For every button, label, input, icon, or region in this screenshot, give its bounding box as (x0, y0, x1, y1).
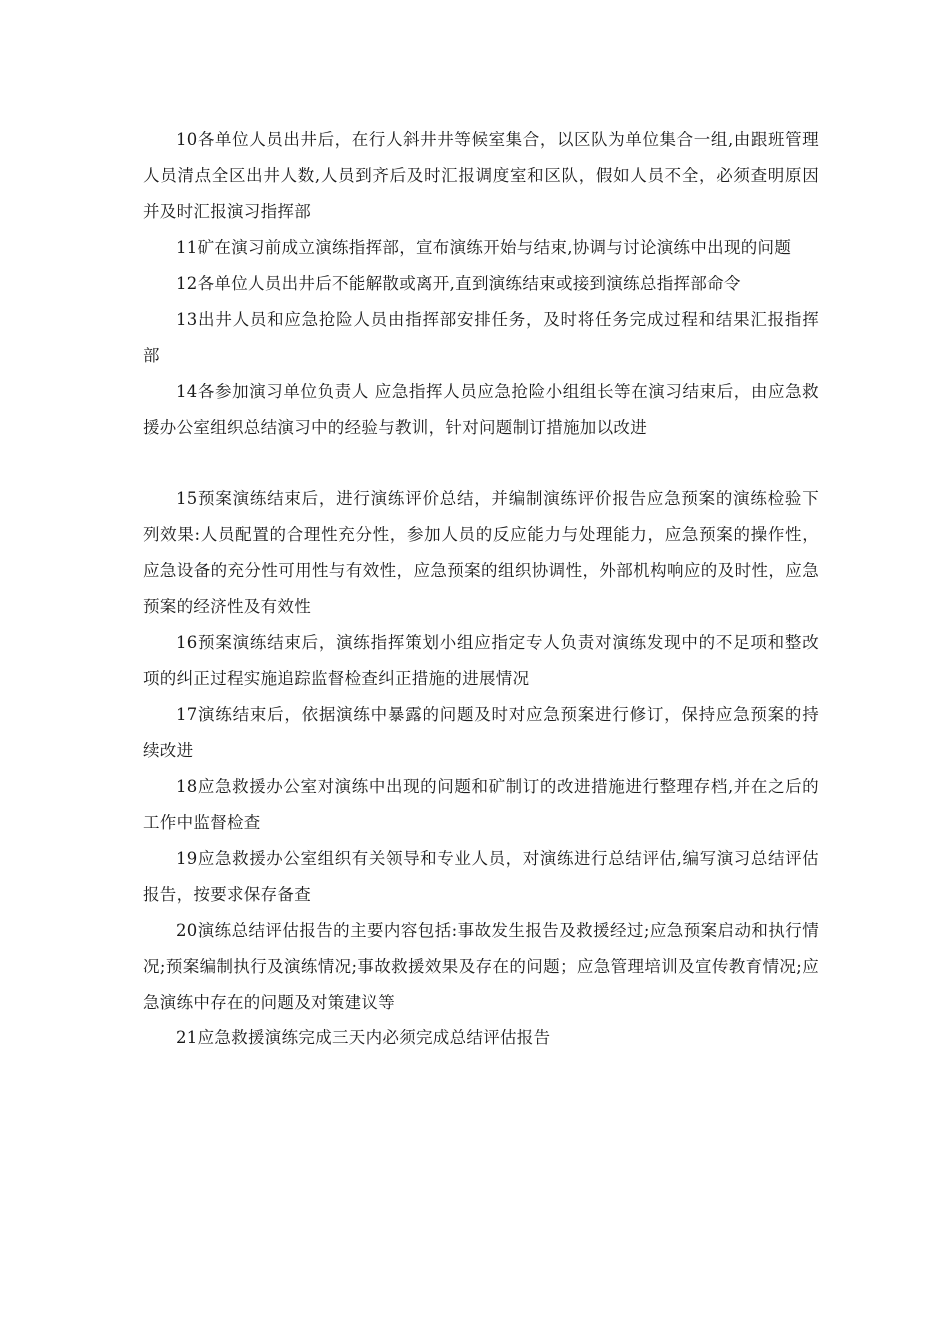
paragraph-12: 12各单位人员出井后不能解散或离开,直到演练结束或接到演练总指挥部命令 (176, 274, 741, 293)
paragraph-17: 17演练结束后，依据演练中暴露的问题及时对应急预案进行修订，保持应急预案的持续改进 (143, 705, 819, 760)
paragraph-15: 15预案演练结束后，进行演练评价总结，并编制演练评价报告应急预案的演练检验下列效果:人员配置的合理性充分性，参加人员的反应能力与处理能力，应急预案的操作性，应急设备的充分性可用性与有效性，应急预案的组织协调性，外部机构响应的及时性，应急预案的经济性及有效性 (143, 489, 819, 616)
paragraph-13: 13出井人员和应急抢险人员由指挥部安排任务，及时将任务完成过程和结果汇报指挥部 (143, 310, 819, 365)
paragraph-19: 19应急救援办公室组织有关领导和专业人员，对演练进行总结评估,编写演习总结评估报告，按要求保存备查 (143, 849, 819, 904)
paragraph-18: 18应急救援办公室对演练中出现的问题和矿制订的改进措施进行整理存档,并在之后的工作中监督检查 (143, 777, 819, 832)
paragraph-spacer (143, 446, 819, 481)
paragraph-10: 10各单位人员出井后，在行人斜井井等候室集合，以区队为单位集合一组,由跟班管理人员清点全区出井人数,人员到齐后及时汇报调度室和区队，假如人员不全，必须查明原因并及时汇报演习指挥部 (143, 130, 819, 221)
document-body (143, 122, 819, 1055)
paragraph-14: 14各参加演习单位负责人 应急指挥人员应急抢险小组组长等在演习结束后，由应急救援办公室组织总结演习中的经验与教训，针对问题制订措施加以改进 (143, 382, 819, 437)
paragraph-11: 11矿在演习前成立演练指挥部，宣布演练开始与结束,协调与讨论演练中出现的问题 (176, 238, 792, 257)
paragraph-20: 20演练总结评估报告的主要内容包括:事故发生报告及救援经过;应急预案启动和执行情况;预案编制执行及演练情况;事故救援效果及存在的问题；应急管理培训及宣传教育情况;应急演练中存在的问题及对策建议等 (143, 921, 819, 1012)
paragraph-21: 21应急救援演练完成三天内必须完成总结评估报告 (176, 1028, 551, 1047)
paragraph-16: 16预案演练结束后，演练指挥策划小组应指定专人负责对演练发现中的不足项和整改项的纠正过程实施追踪监督检查纠正措施的进展情况 (143, 633, 819, 688)
